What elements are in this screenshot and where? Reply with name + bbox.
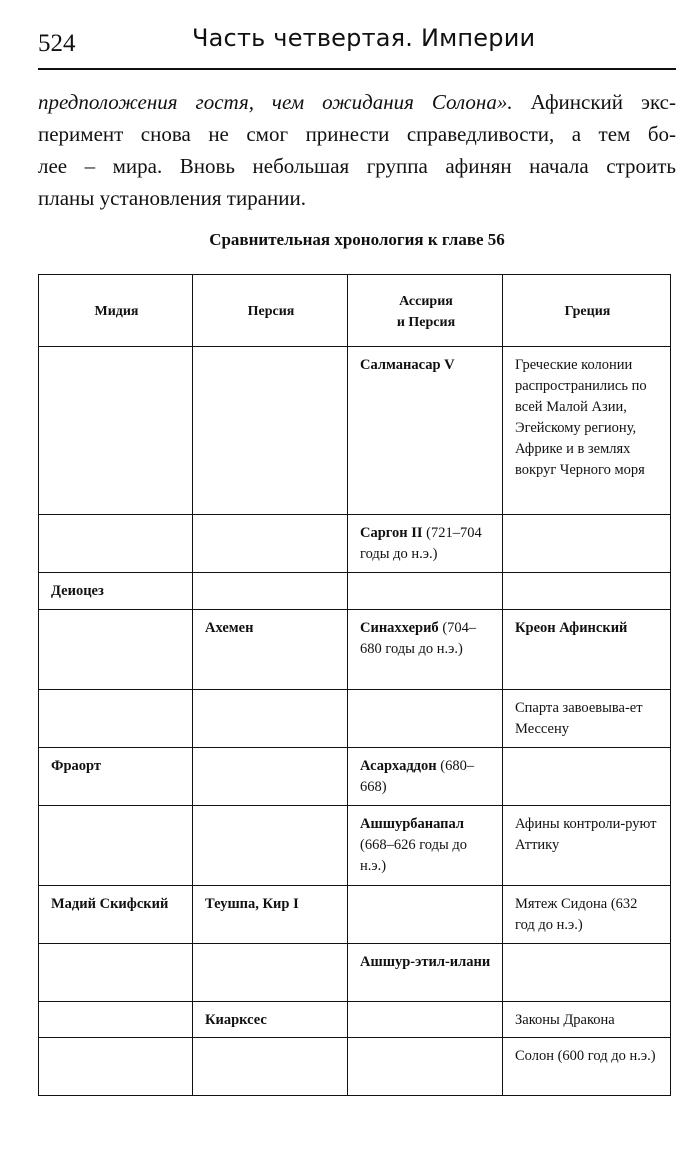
table-cell: Креон Афинский [503,610,671,690]
table-cell [39,515,193,573]
column-header-persia: Персия [193,275,348,347]
ruler-dates: (668–626 годы до н.э.) [360,837,467,874]
table-cell [39,610,193,690]
table-row [39,573,671,610]
table-cell [39,1002,193,1038]
table-cell [348,573,503,610]
table-cell [193,806,348,886]
table-cell: Ашшур-этил-илани [348,944,503,1002]
table-cell: Киарксес [193,1002,348,1038]
table-row [39,806,671,886]
table-row [39,515,671,573]
table-row [39,748,671,806]
table-cell: Законы Дракона [503,1002,671,1038]
ruler-name: Синаххериб [360,620,439,636]
body-line-2: перимент снова не смог принести справедливости, а тем бо- [38,122,676,146]
table-cell [39,806,193,886]
table-cell [348,515,503,573]
table-cell [348,886,503,944]
synakhkherib-text [360,620,476,657]
table-cell [503,944,671,1002]
ruler-dates: (680–668) [360,758,475,795]
ruler-name: Асархаддон [360,758,437,774]
table-cell [348,1038,503,1096]
table-cell: Теушпа, Кир I [193,886,348,944]
table-cell [39,347,193,515]
table-cell [348,1002,503,1038]
ruler-dates: (704–680 годы до н.э.) [360,620,477,657]
table-cell: Деиоцез [39,573,193,610]
table-cell: Салманасар V [348,347,503,515]
header-rule [38,68,676,70]
table-row [39,690,671,748]
table-cell [39,690,193,748]
header-assyria-text: Ассирия и Персия [396,293,456,330]
body-line-1-rest: Афинский экс- [512,90,676,114]
table-caption: Сравнительная хронология к главе 56 [209,230,505,249]
table-cell [193,347,348,515]
body-line-1 [38,86,676,118]
body-line-4: планы установления тирании. [38,186,306,210]
table-cell [348,806,503,886]
column-header-greece: Греция [503,275,671,347]
table-cell [39,1038,193,1096]
table-cell: Фраорт [39,748,193,806]
table-row [39,944,671,1002]
column-header-media: Мидия [39,275,193,347]
body-line-3: лее – мира. Вновь небольшая группа афинян начала строить [38,154,676,178]
table-cell: Афины контроли-руют Аттику [503,806,671,886]
table-cell [348,610,503,690]
table-cell [193,748,348,806]
table-cell [503,573,671,610]
ruler-name: Саргон II [360,525,423,541]
table-cell [193,690,348,748]
table-row [39,1038,671,1096]
table-cell: Греческие колонии распространились по всей Малой Азии, Эгейскому региону, Африке и в землях вокруг Черного моря [503,347,671,515]
running-head: Часть четвертая. Империи [192,24,536,52]
table-cell [503,748,671,806]
table-row [39,1002,671,1038]
table-cell: Солон (600 год до н.э.) [503,1038,671,1096]
table-cell [348,690,503,748]
table-header-row [39,275,671,347]
table-cell [193,573,348,610]
column-header-assyria-persia [348,275,503,347]
table-cell [39,944,193,1002]
table-cell [503,515,671,573]
table-cell [193,515,348,573]
body-paragraph [38,86,676,214]
table-row [39,610,671,690]
ruler-name: Ашшурбанапал [360,816,465,832]
table-cell: Мятеж Сидона (632 год до н.э.) [503,886,671,944]
page-header [38,22,676,66]
table-cell [193,1038,348,1096]
table-cell: Ахемен [193,610,348,690]
table-row [39,886,671,944]
table-cell: Спарта завоевыва-ет Мессену [503,690,671,748]
table-row [39,347,671,515]
ruler-dates: (721–704 годы до н.э.) [360,525,482,562]
chronology-table [38,274,671,1096]
italic-quote: предположения гостя, чем ожидания Солона». [38,90,513,114]
table-cell [348,748,503,806]
table-cell [193,944,348,1002]
table-cell: Мадий Скифский [39,886,193,944]
page-number: 524 [38,30,76,57]
